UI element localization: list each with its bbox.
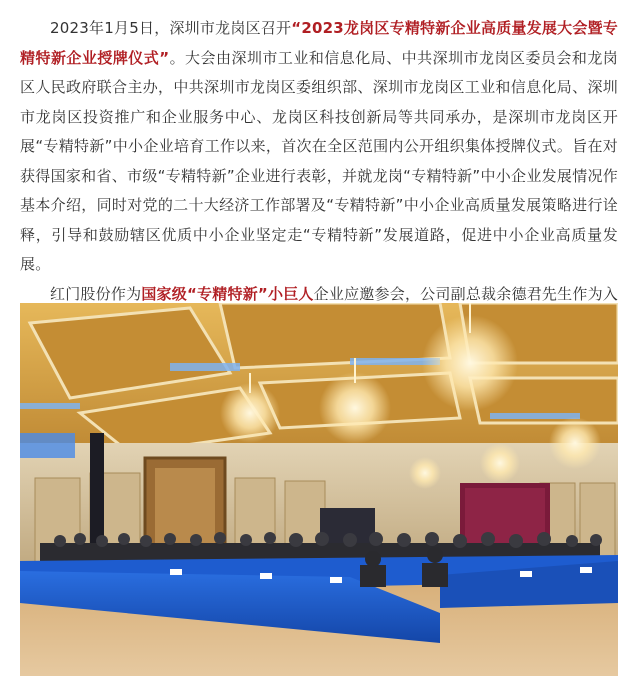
article-body bbox=[20, 14, 618, 339]
paragraph-event bbox=[20, 14, 618, 280]
event-description-text: 。大会由深圳市工业和信息化局、中共深圳市龙岗区委员会和龙岗区人民政府联合主办，中共深圳市龙岗区委组织部、深圳市龙岗区工业和信息化局、深圳市龙岗区投资推广和企业服务中心、龙岗区科技创新局等共同承办，是深圳市龙岗区开展“专精特新”中小企业培育工作以来，首次在全区范围内公开组织集体授牌仪式。旨在对获得国家和省、市级“专精特新”企业进行表彰，并就龙岗“专精特新”中小企业发展情况作基本介绍，同时对党的二十大经济工作部署及“专精特新”中小企业高质量发展策略进行诠释，引导和鼓励辖区优质中小企业坚定走“专精特新”发展道路，促进中小企业高质量发展。 bbox=[20, 48, 618, 273]
event-date-text: 2023年1月5日，深圳市龙岗区召开 bbox=[50, 19, 292, 37]
company-description-text: 企业应邀参会，公司副总裁余德君先生作为入 bbox=[313, 284, 618, 303]
event-title-highlight: “2023龙岗区专精特新企业高质量发展大会暨专精特新企业授牌仪式” bbox=[20, 19, 618, 67]
conference-hall-photo bbox=[20, 303, 618, 676]
company-lead-text: 红门股份作为 bbox=[50, 284, 142, 303]
company-title-highlight: 国家级“专精特新”小巨人 bbox=[141, 284, 314, 303]
